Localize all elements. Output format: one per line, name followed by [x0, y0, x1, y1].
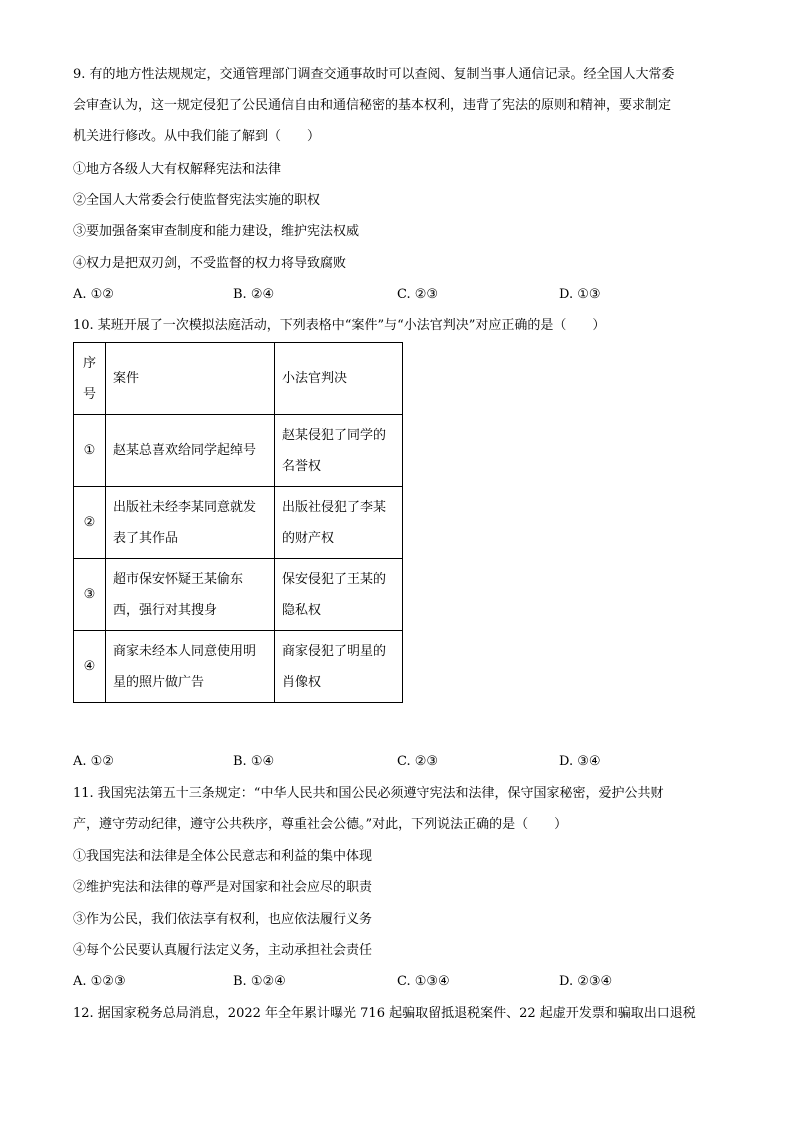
- row-case: 商家未经本人同意使用明星的照片做广告: [106, 631, 275, 703]
- q11-option-d[interactable]: D. ②③④: [559, 974, 613, 989]
- table-row: [74, 415, 403, 487]
- table-row: [74, 559, 403, 631]
- row-case: 赵某总喜欢给同学起绰号: [106, 415, 275, 487]
- q11-statement-1: ①我国宪法和法律是全体公民意志和利益的集中体现: [73, 849, 373, 864]
- q9-option-c[interactable]: C. ②③: [397, 287, 439, 302]
- q11-statement-4: ④每个公民要认真履行法定义务，主动承担社会责任: [73, 943, 373, 958]
- header-case: 案件: [106, 343, 275, 415]
- q11-statement-3: ③作为公民，我们依法享有权利，也应依法履行义务: [73, 912, 373, 927]
- row-number: ②: [74, 487, 106, 559]
- row-number: ③: [74, 559, 106, 631]
- q11-option-b[interactable]: B. ①②④: [233, 974, 286, 989]
- q9-statement-3: ③要加强备案审查制度和能力建设，维护宪法权威: [73, 224, 360, 239]
- q11-stem-line-2: 产，遵守劳动纪律，遵守公共秩序，尊重社会公德。”对此，下列说法正确的是（ ）: [73, 817, 568, 832]
- q10-options: [73, 752, 733, 772]
- q9-option-b[interactable]: B. ②④: [233, 287, 275, 302]
- q10-option-a[interactable]: A. ①②: [73, 754, 114, 769]
- q11-option-c[interactable]: C. ①③④: [397, 974, 450, 989]
- q11-statement-2: ②维护宪法和法律的尊严是对国家和社会应尽的职责: [73, 880, 373, 895]
- q10-option-c[interactable]: C. ②③: [397, 754, 439, 769]
- row-verdict: 出版社侵犯了李某的财产权: [275, 487, 403, 559]
- header-number: 序号: [74, 343, 106, 415]
- row-case: 出版社未经李某同意就发表了其作品: [106, 487, 275, 559]
- table-row: [74, 631, 403, 703]
- header-verdict: 小法官判决: [275, 343, 403, 415]
- q11-option-a[interactable]: A. ①②③: [73, 974, 126, 989]
- case-table: [73, 342, 403, 703]
- row-verdict: 赵某侵犯了同学的名誉权: [275, 415, 403, 487]
- q11-options: [73, 972, 733, 992]
- q10-option-d[interactable]: D. ③④: [559, 754, 601, 769]
- q9-stem-line-1: 9. 有的地方性法规规定，交通管理部门调查交通事故时可以查阅、复制当事人通信记录。经全国人大常委: [73, 67, 675, 82]
- row-number: ①: [74, 415, 106, 487]
- q10-stem: 10. 某班开展了一次模拟法庭活动，下列表格中“案件”与“小法官判决”对应正确的是（ ）: [73, 318, 606, 333]
- q11-stem-line-1: 11. 我国宪法第五十三条规定：“中华人民共和国公民必须遵守宪法和法律，保守国家秘密，爱护公共财: [73, 786, 664, 801]
- q9-option-a[interactable]: A. ①②: [73, 287, 114, 302]
- row-verdict: 商家侵犯了明星的肖像权: [275, 631, 403, 703]
- q9-stem-line-2: 会审查认为，这一规定侵犯了公民通信自由和通信秘密的基本权利，违背了宪法的原则和精神，要求制定: [73, 98, 672, 113]
- row-case: 超市保安怀疑王某偷东西，强行对其搜身: [106, 559, 275, 631]
- q9-statement-1: ①地方各级人大有权解释宪法和法律: [73, 162, 282, 177]
- q9-options: [73, 285, 733, 305]
- q9-statement-4: ④权力是把双刃剑，不受监督的权力将导致腐败: [73, 256, 347, 271]
- q9-option-d[interactable]: D. ①③: [559, 287, 601, 302]
- q10-option-b[interactable]: B. ①④: [233, 754, 275, 769]
- row-number: ④: [74, 631, 106, 703]
- q12-stem-line-1: 12. 据国家税务总局消息，2022 年全年累计曝光 716 起骗取留抵退税案件、22 起虚开发票和骗取出口退税: [73, 1006, 696, 1021]
- table-header-row: [74, 343, 403, 415]
- row-verdict: 保安侵犯了王某的隐私权: [275, 559, 403, 631]
- table-row: [74, 487, 403, 559]
- q9-stem-line-3: 机关进行修改。从中我们能了解到（ ）: [73, 129, 321, 144]
- q9-statement-2: ②全国人大常委会行使监督宪法实施的职权: [73, 193, 321, 208]
